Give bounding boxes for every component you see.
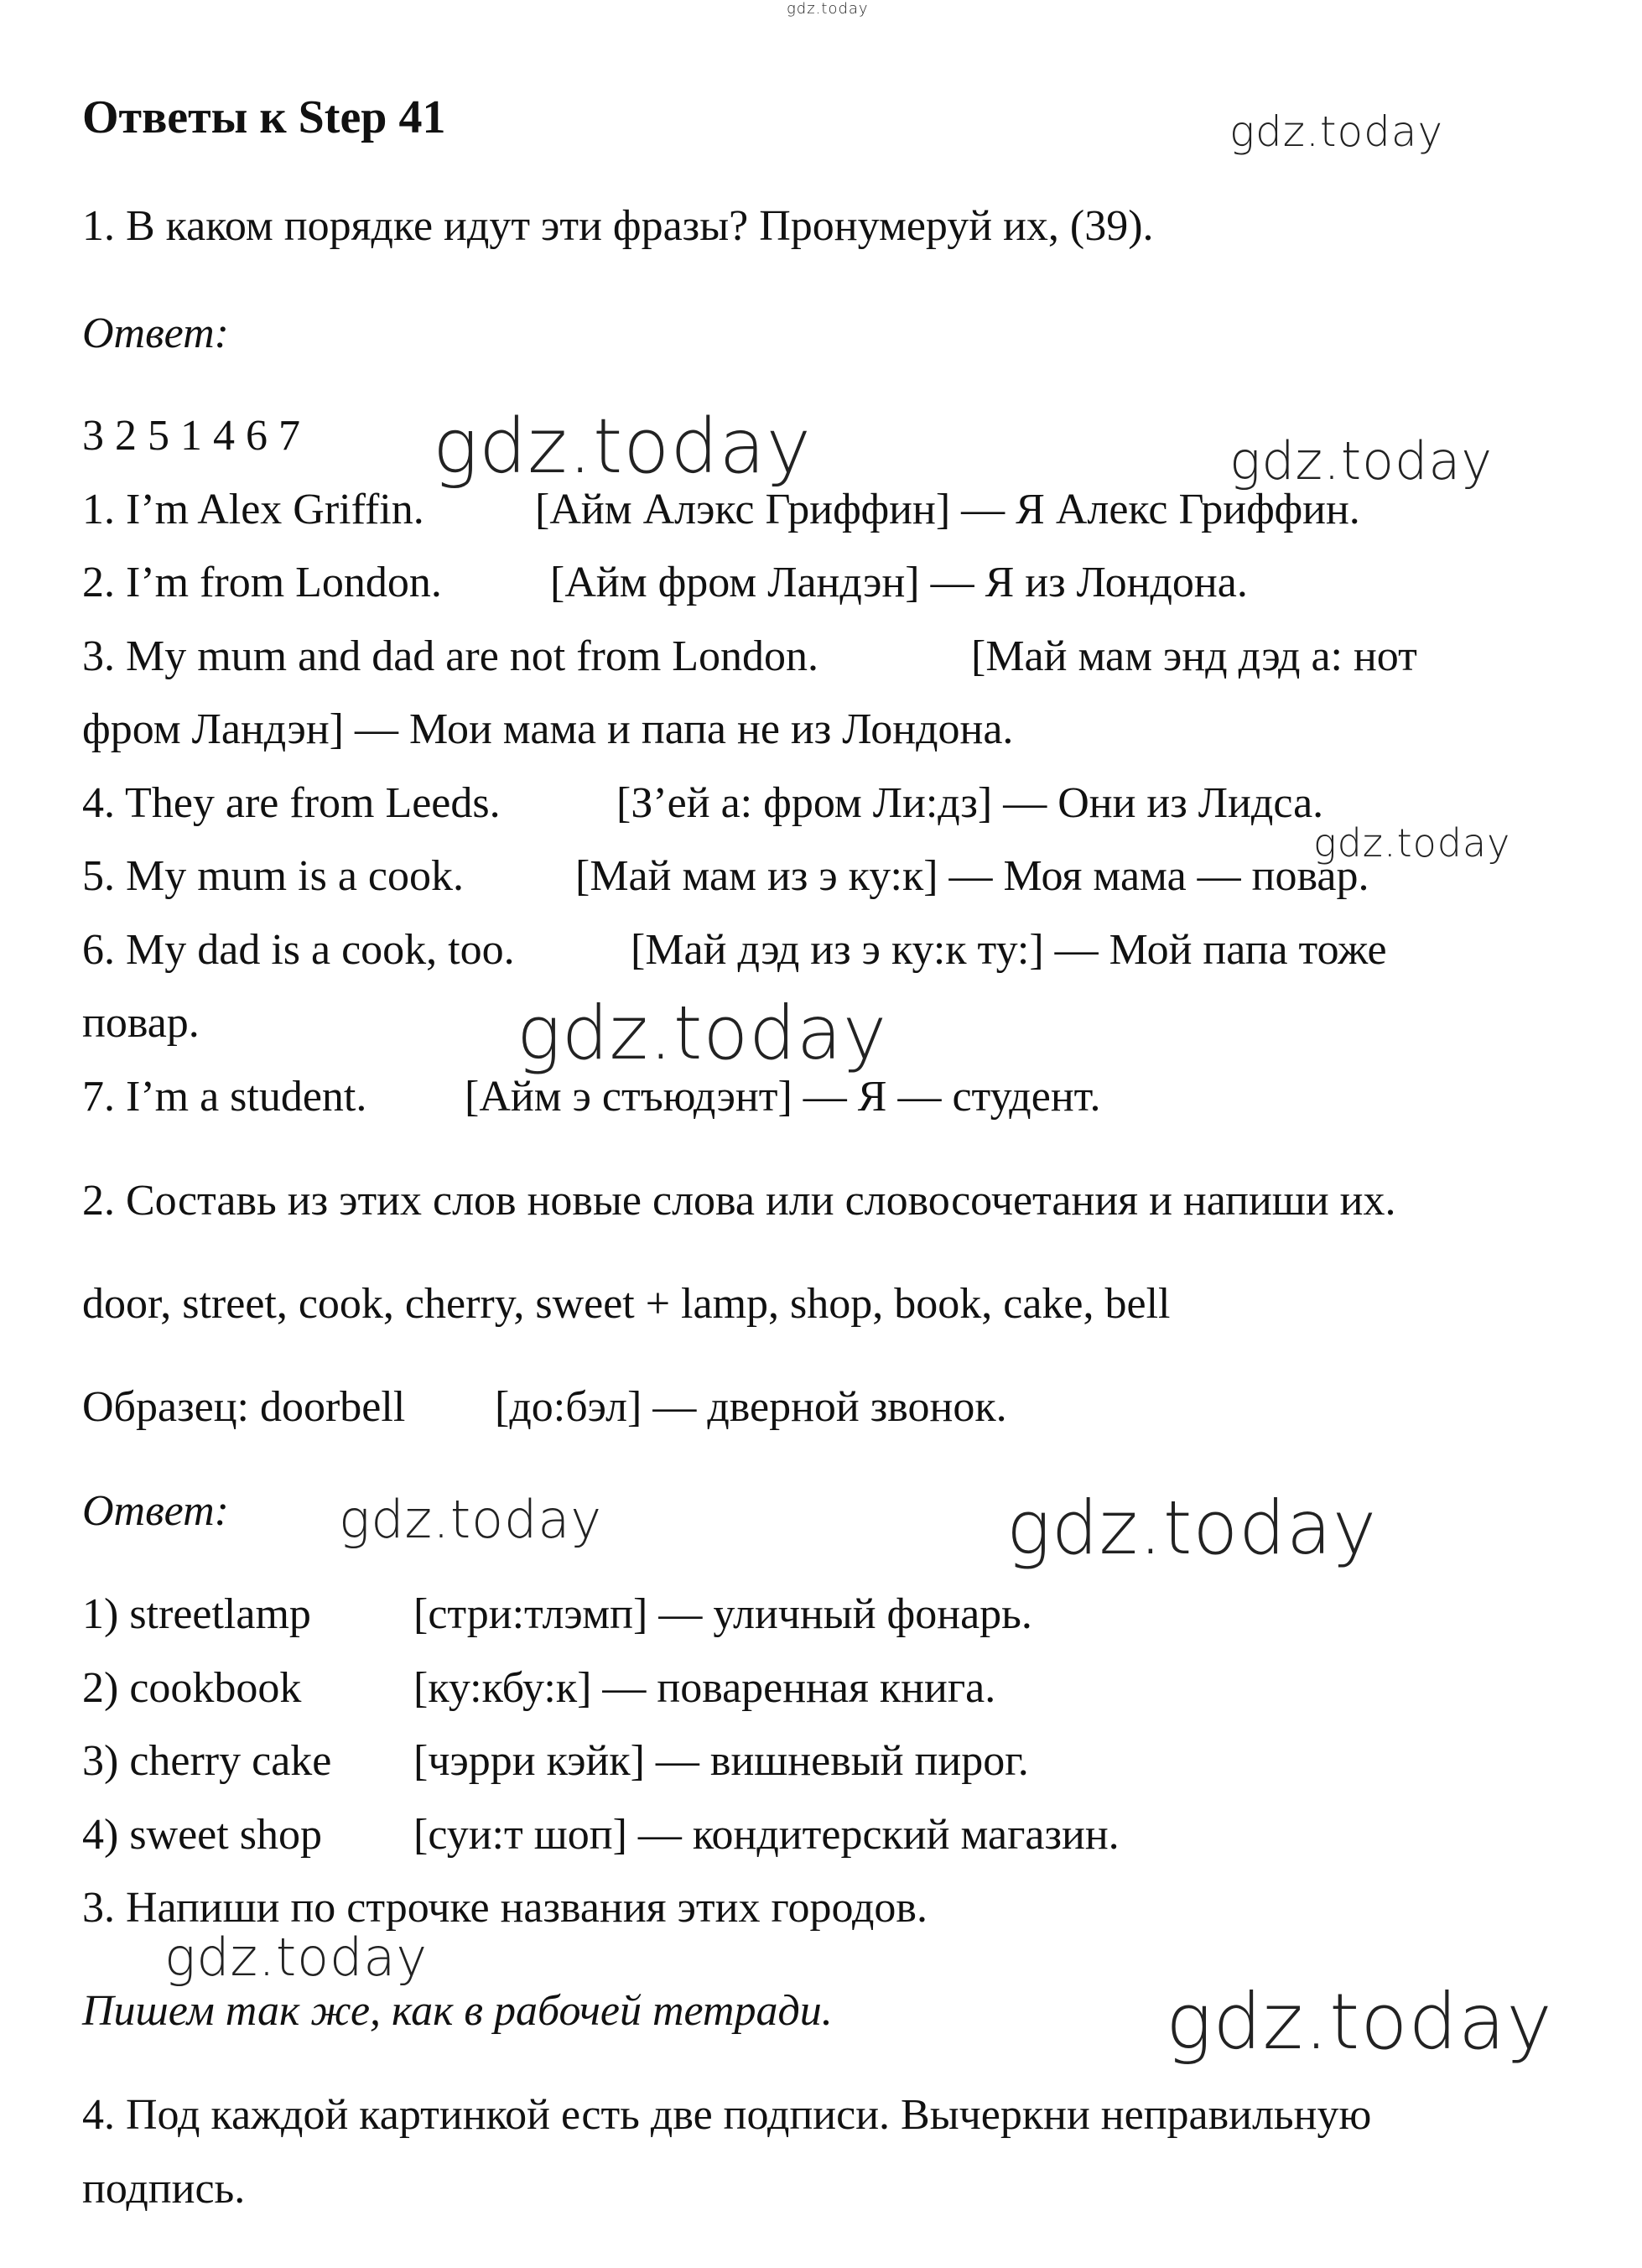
task1-line-5 xyxy=(82,851,1369,902)
phrase-ru: [Айм э стъюдэнт] — Я — студент. xyxy=(465,1073,1101,1121)
task2-example xyxy=(82,1382,1007,1433)
task1-line-2 xyxy=(82,558,1248,608)
answer-ru: [суи:т шоп] — кондитерский магазин. xyxy=(413,1811,1120,1859)
task1-line-6-cont: повар. xyxy=(82,999,200,1047)
phrase-en: 6. My dad is a cook, too. xyxy=(82,926,515,974)
answer-en: 3) cherry cake xyxy=(82,1737,332,1785)
phrase-en: 2. I’m from London. xyxy=(82,559,442,606)
task1-answer-label: Ответ: xyxy=(82,310,229,357)
example-label: Образец: doorbell xyxy=(82,1383,406,1431)
watermark: gdz.today xyxy=(517,990,888,1076)
page-title: Ответы к Step 41 xyxy=(82,91,446,143)
task1-question: 1. В каком порядке идут эти фразы? Пронумеруй их, (39). xyxy=(82,202,1154,250)
task2-answer-3 xyxy=(82,1736,1029,1787)
task2-answer-4 xyxy=(82,1810,1120,1860)
answer-ru: [ку:кбу:к] — поваренная книга. xyxy=(413,1664,996,1712)
phrase-en: 4. They are from Leeds. xyxy=(82,779,501,827)
watermark: gdz.today xyxy=(1313,820,1511,866)
answer-ru: [чэрри кэйк] — вишневый пирог. xyxy=(413,1737,1029,1785)
watermark: gdz.today xyxy=(1229,107,1444,156)
watermark: gdz.today xyxy=(1006,1485,1378,1571)
task4-question-cont: подпись. xyxy=(82,2165,246,2213)
watermark-tiny: gdz.today xyxy=(787,0,869,18)
phrase-ru: [З’ей а: фром Ли:дз] — Они из Лидса. xyxy=(616,779,1324,827)
task3-question: 3. Напиши по строчке названия этих городов. xyxy=(82,1884,928,1932)
answer-ru: [стри:тлэмп] — уличный фонарь. xyxy=(413,1590,1032,1638)
watermark: gdz.today xyxy=(1166,1977,1553,2067)
answer-en: 4) sweet shop xyxy=(82,1811,322,1859)
phrase-ru: [Май мам энд дэд а: нот xyxy=(971,632,1417,680)
phrase-ru: [Май дэд из э ку:к ту:] — Мой папа тоже xyxy=(631,926,1387,974)
task1-line-7 xyxy=(82,1072,1100,1122)
example-ru: [до:бэл] — дверной звонок. xyxy=(495,1383,1007,1431)
task4-question: 4. Под каждой картинкой есть две подписи. Вычеркни неправильную xyxy=(82,2091,1372,2139)
task2-question: 2. Составь из этих слов новые слова или словосочетания и напиши их. xyxy=(82,1177,1396,1225)
phrase-ru: [Май мам из э ку:к] — Моя мама — повар. xyxy=(575,852,1369,900)
task1-order: 3 2 5 1 4 6 7 xyxy=(82,412,300,460)
phrase-en: 7. I’m a student. xyxy=(82,1073,367,1121)
task1-line-6 xyxy=(82,925,1387,975)
task1-line-3-cont: фром Ландэн] — Мои мама и папа не из Лондона. xyxy=(82,705,1014,753)
phrase-en: 1. I’m Alex Griffin. xyxy=(82,486,424,533)
watermark: gdz.today xyxy=(1229,430,1494,492)
phrase-ru: [Айм фром Ландэн] — Я из Лондона. xyxy=(550,559,1248,606)
watermark: gdz.today xyxy=(433,403,812,491)
task1-line-4 xyxy=(82,778,1323,829)
watermark: gdz.today xyxy=(164,1927,429,1988)
phrase-ru: [Айм Алэкс Гриффин] — Я Алекс Гриффин. xyxy=(535,486,1360,533)
watermark: gdz.today xyxy=(339,1489,603,1550)
answer-en: 1) streetlamp xyxy=(82,1590,311,1638)
task2-words: door, street, cook, cherry, sweet + lamp, shop, book, cake, bell xyxy=(82,1280,1171,1328)
task2-answer-2 xyxy=(82,1663,995,1714)
phrase-en: 5. My mum is a cook. xyxy=(82,852,464,900)
phrase-en: 3. My mum and dad are not from London. xyxy=(82,632,819,680)
answer-en: 2) cookbook xyxy=(82,1664,302,1712)
task1-line-3 xyxy=(82,632,1417,682)
task2-answer-1 xyxy=(82,1589,1032,1640)
task1-line-1 xyxy=(82,485,1360,535)
task3-note: Пишем так же, как в рабочей тетради. xyxy=(82,1987,833,2035)
task2-answer-label: Ответ: xyxy=(82,1487,229,1535)
